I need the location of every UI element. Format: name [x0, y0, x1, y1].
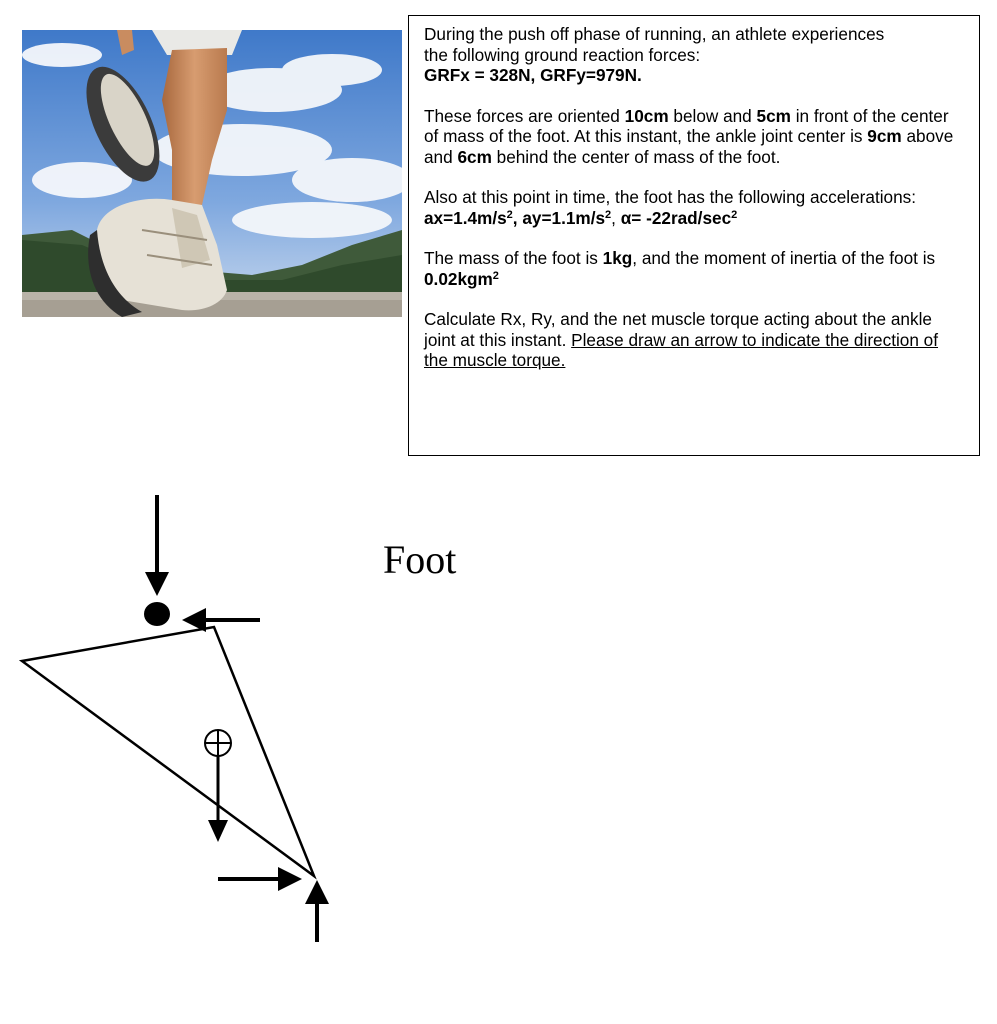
underlined-instruction: Please draw an arrow to indicate the direction of the muscle torque.: [424, 329, 939, 370]
ankle-vertical-arrowhead: [145, 572, 169, 596]
foot-segment-triangle: [22, 627, 314, 876]
foot-free-body-diagram: [0, 480, 997, 1024]
superscript: 2: [605, 208, 612, 221]
problem-paragraph-forces: [424, 24, 965, 86]
problem-text: the following ground reaction forces:: [424, 44, 701, 65]
problem-text: Calculate Rx, Ry, and the net muscle torque acting about the ankle joint at this instant.: [424, 309, 932, 350]
value-behind: 6cm: [457, 146, 492, 167]
value-ax: ax=1.4m/s: [424, 207, 507, 228]
runner-photo: [22, 30, 402, 317]
problem-text: in front of the center of mass of the foot. At this instant, the ankle joint center is: [424, 105, 949, 146]
problem-text: above and: [424, 126, 954, 167]
superscript: 2: [492, 269, 499, 282]
superscript: 2: [731, 208, 738, 221]
value-ay: ay=1.1m/s: [522, 207, 606, 228]
problem-text: During the push off phase of running, an athlete experiences: [424, 24, 885, 44]
foot-label: Foot: [383, 537, 457, 582]
problem-text: , and the moment of inertia of the foot is: [632, 248, 936, 268]
grf-values: GRFx = 328N, GRFy=979N.: [424, 65, 642, 85]
value-mass: 1kg: [602, 248, 633, 268]
problem-text: The mass of the foot is: [424, 248, 603, 268]
separator: ,: [611, 207, 621, 228]
value-below: 10cm: [624, 105, 669, 126]
problem-statement-box: [408, 15, 980, 456]
problem-text: These forces are oriented: [424, 105, 625, 126]
grf-horizontal-arrowhead: [278, 867, 302, 891]
weight-arrowhead: [208, 820, 228, 842]
value-alpha: α= -22rad/sec: [620, 207, 732, 228]
problem-text: behind the center of mass of the foot.: [491, 146, 781, 167]
problem-text: below and: [668, 105, 757, 126]
problem-text: Also at this point in time, the foot has the following accelerations:: [424, 187, 917, 207]
problem-paragraph-orientation: [424, 106, 965, 168]
value-inertia: 0.02kgm: [424, 268, 493, 289]
grf-vertical-arrowhead: [305, 880, 329, 904]
problem-paragraph-task: [424, 309, 965, 371]
superscript: 2: [506, 208, 513, 221]
value-above: 9cm: [867, 126, 902, 146]
ankle-joint-dot: [144, 602, 170, 626]
separator: ,: [512, 207, 523, 228]
problem-paragraph-mass: [424, 248, 965, 289]
value-front: 5cm: [756, 105, 791, 126]
ankle-horizontal-arrowhead: [182, 608, 206, 632]
problem-paragraph-accelerations: [424, 187, 965, 228]
